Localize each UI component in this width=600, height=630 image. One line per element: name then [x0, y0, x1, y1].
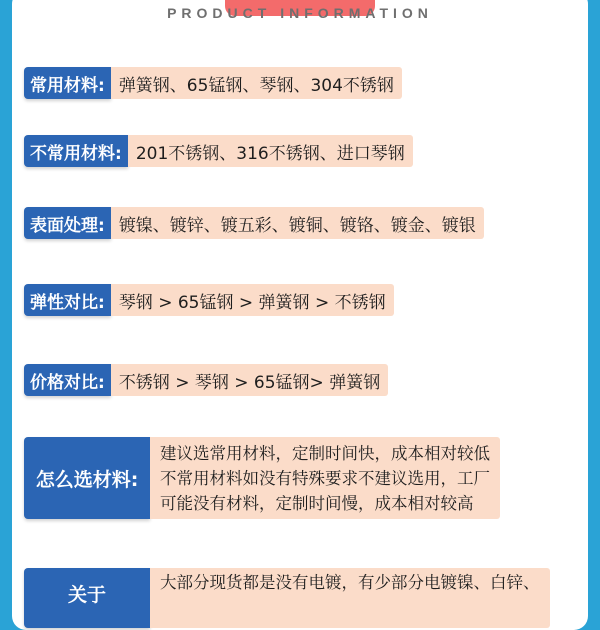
row-surface-treatment	[24, 207, 484, 239]
row-value: 镀镍、镀锌、镀五彩、镀铜、镀铬、镀金、镀银	[111, 207, 484, 239]
row-value-multiline	[150, 437, 500, 519]
row-how-to-choose	[24, 437, 500, 519]
section-subtitle: PRODUCT INFORMATION	[167, 5, 433, 21]
choose-line: 建议选常用材料，定制时间快，成本相对较低	[160, 444, 490, 463]
choose-line: 不常用材料如没有特殊要求不建议选用，工厂	[160, 469, 490, 488]
choose-line: 可能没有材料，定制时间慢，成本相对较高	[160, 494, 474, 513]
row-value: 201不锈钢、316不锈钢、进口琴钢	[128, 135, 413, 167]
row-about	[24, 568, 550, 628]
row-label: 不常用材料:	[24, 135, 128, 167]
row-price-compare	[24, 364, 388, 396]
row-value: 弹簧钢、65锰钢、琴钢、304不锈钢	[111, 67, 402, 99]
row-value: 不锈钢 > 琴钢 > 65锰钢> 弹簧钢	[111, 364, 388, 396]
row-label: 关于	[24, 568, 150, 628]
row-uncommon-materials	[24, 135, 413, 167]
row-label: 价格对比:	[24, 364, 111, 396]
row-label: 常用材料:	[24, 67, 111, 99]
row-common-materials	[24, 67, 402, 99]
about-line: 大部分现货都是没有电镀，有少部分电镀镍、白锌、	[160, 573, 540, 592]
row-elasticity-compare	[24, 284, 394, 316]
row-value: 琴钢 > 65锰钢 > 弹簧钢 > 不锈钢	[111, 284, 394, 316]
row-label: 怎么选材料:	[24, 437, 150, 519]
row-label: 弹性对比:	[24, 284, 111, 316]
row-label: 表面处理:	[24, 207, 111, 239]
row-value-multiline	[150, 568, 550, 628]
